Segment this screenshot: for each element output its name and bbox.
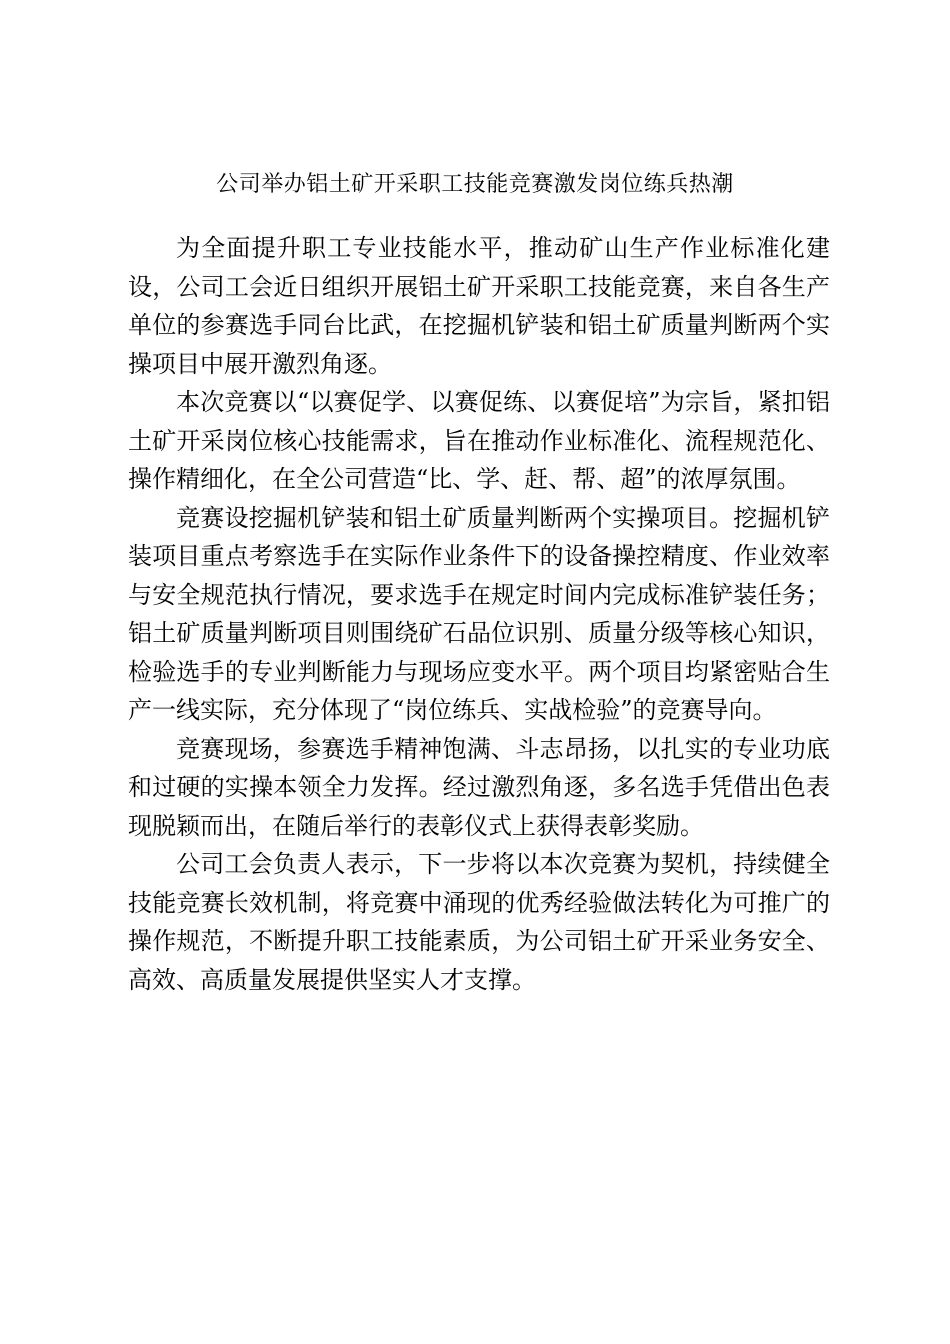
document-body [128, 229, 830, 999]
paragraph-1: 为全面提升职工专业技能水平，推动矿山生产作业标准化建设，公司工会近日组织开展铝土矿开采职工技能竞赛，来自各生产单位的参赛选手同台比武，在挖掘机铲装和铝土矿质量判断两个实操项目中展开激烈角逐。 [128, 234, 830, 378]
paragraph-3: 竞赛设挖掘机铲装和铝土矿质量判断两个实操项目。挖掘机铲装项目重点考察选手在实际作业条件下的设备操控精度、作业效率与安全规范执行情况，要求选手在规定时间内完成标准铲装任务；铝土矿质量判断项目则围绕矿石品位识别、质量分级等核心知识，检验选手的专业判断能力与现场应变水平。两个项目均紧密贴合生产一线实际，充分体现了“岗位练兵、实战检验”的竞赛导向。 [128, 503, 830, 724]
paragraph-4: 竞赛现场，参赛选手精神饱满、斗志昂扬，以扎实的专业功底和过硬的实操本领全力发挥。经过激烈角逐，多名选手凭借出色表现脱颖而出，在随后举行的表彰仪式上获得表彰奖励。 [128, 734, 830, 840]
paragraph-2: 本次竞赛以“以赛促学、以赛促练、以赛促培”为宗旨，紧扣铝土矿开采岗位核心技能需求，旨在推动作业标准化、流程规范化、操作精细化，在全公司营造“比、学、赶、帮、超”的浓厚氛围。 [128, 388, 830, 493]
paragraph-5: 公司工会负责人表示，下一步将以本次竞赛为契机，持续健全技能竞赛长效机制，将竞赛中涌现的优秀经验做法转化为可推广的操作规范，不断提升职工技能素质，为公司铝土矿开采业务安全、高效、高质量发展提供坚实人才支撑。 [128, 850, 830, 994]
document-title: 公司举办铝土矿开采职工技能竞赛激发岗位练兵热潮 [216, 172, 734, 197]
